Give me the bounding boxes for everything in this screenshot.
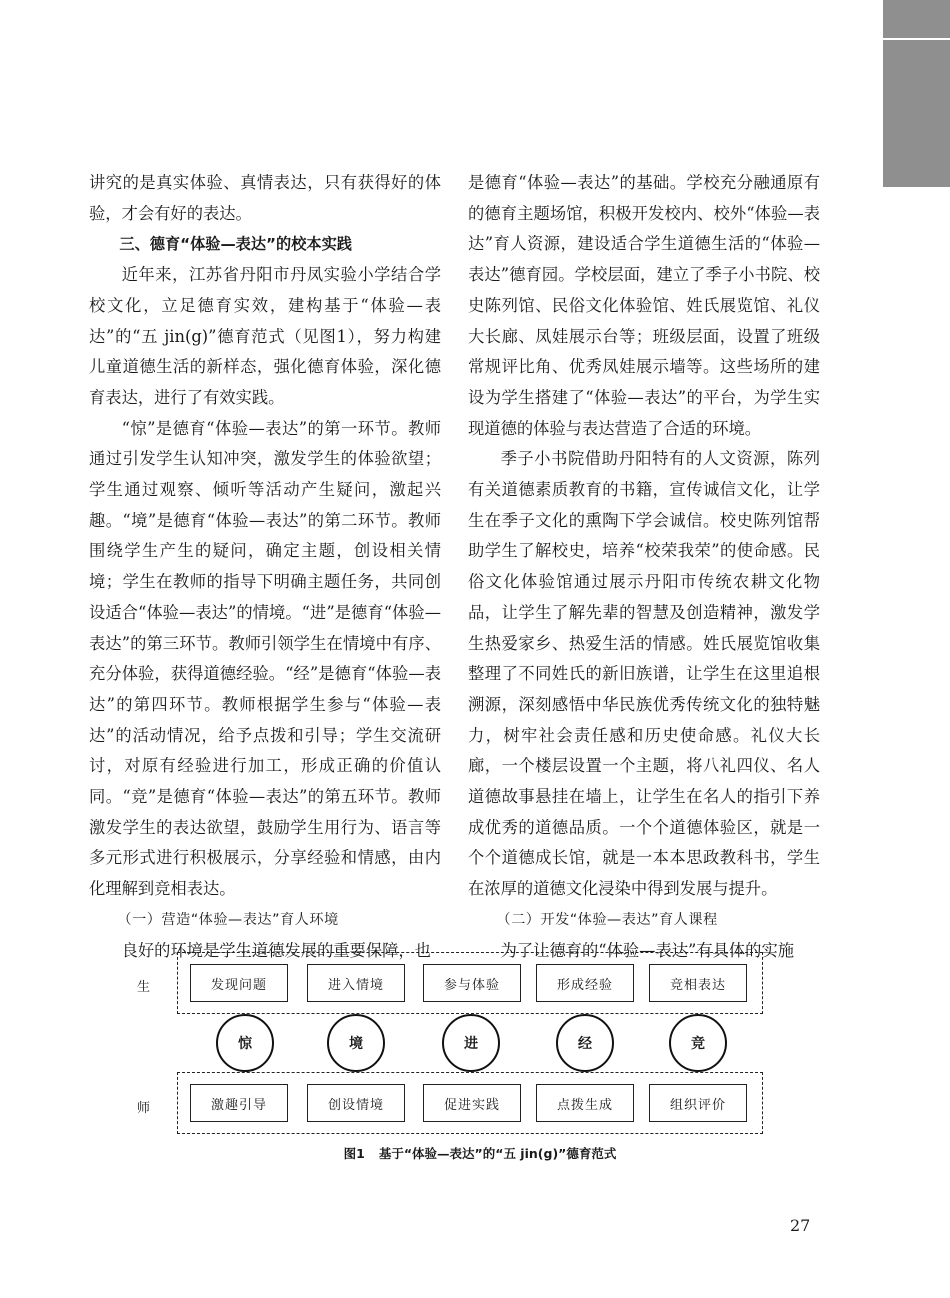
stage-circle: 进 <box>442 1014 500 1072</box>
teacher-step-box: 点拨生成 <box>536 1084 634 1122</box>
teacher-row-label: 师 <box>137 1101 151 1116</box>
student-step-box: 发现问题 <box>190 964 288 1002</box>
paragraph: “惊”是德育“体验—表达”的第一环节。教师通过引发学生认知冲突，激发学生的体验欲望；学生通过观察、倾听等活动产生疑问，激起兴趣。“境”是德育“体验—表达”的第二环节。教师围绕学生产生的疑问，确定主题，创设相关情境；学生在教师的指导下明确主题任务，共同创设适合“体验—表达”的情境。“进”是德育“体验—表达”的第三环节。教师引领学生在情境中有序、充分体验，获得道德经验。“经”是德育“体验—表达”的第四环节。教师根据学生参与“体验—表达”的活动情况，给予点拨和引导；学生交流研讨，对原有经验进行加工，形成正确的价值认同。“竞”是德育“体验—表达”的第五环节。教师激发学生的表达欲望，鼓励学生用行为、语言等多元形式进行积极展示，分享经验和情感，由内化理解到竞相表达。 <box>89 418 441 899</box>
chapter-tab-divider <box>883 38 950 40</box>
section-heading: 三、德育“体验—表达”的校本实践 <box>119 235 352 254</box>
paragraph: 近年来，江苏省丹阳市丹凤实验小学结合学校文化，立足德育实效，建构基于“体验—表达”的“五 jin(g)”德育范式（见图1），努力构建儿童道德生活的新样态，强化德育体验，深化德育表达，进行了有效实践。 <box>89 265 441 407</box>
teacher-step-box: 激趣引导 <box>190 1084 288 1122</box>
page-number: 27 <box>790 1216 811 1235</box>
figure-caption <box>120 1144 840 1162</box>
teacher-step-box: 组织评价 <box>649 1084 747 1122</box>
right-column <box>468 168 820 966</box>
stage-circle: 惊 <box>216 1014 274 1072</box>
student-row-label: 生 <box>137 980 151 995</box>
stage-circle: 竞 <box>669 1014 727 1072</box>
figure-caption-text: 基于“体验—表达”的“五 jin(g)”德育范式 <box>378 1146 617 1161</box>
paragraph: 季子小书院借助丹阳特有的人文资源，陈列有关道德素质教育的书籍，宣传诚信文化，让学生在季子文化的熏陶下学会诚信。校史陈列馆帮助学生了解校史，培养“校荣我荣”的使命感。民俗文化体验馆通过展示丹阳市传统农耕文化物品，让学生了解先辈的智慧及创造精神，激发学生热爱家乡、热爱生活的情感。姓氏展览馆收集整理了不同姓氏的新旧族谱，让学生在这里追根溯源，深刻感悟中华民族优秀传统文化的独特魅力，树牢社会责任感和历史使命感。礼仪大长廊，一个楼层设置一个主题，将八礼四仪、名人道德故事悬挂在墙上，让学生在名人的指引下养成优秀的道德品质。一个个道德体验区，就是一个个道德成长馆，就是一本本思政教科书，学生在浓厚的道德文化浸染中得到发展与提升。 <box>468 449 820 899</box>
stage-circle: 境 <box>327 1014 385 1072</box>
figure-caption-label: 图1 <box>343 1146 365 1161</box>
chapter-tab <box>883 0 950 187</box>
student-step-box: 形成经验 <box>536 964 634 1002</box>
student-step-box: 竞相表达 <box>649 964 747 1002</box>
subsection-heading: （一）营造“体验—表达”育人环境 <box>117 911 339 928</box>
student-step-box: 进入情境 <box>307 964 405 1002</box>
left-column <box>89 168 441 966</box>
teacher-step-box: 促进实践 <box>423 1084 521 1122</box>
paragraph: 良好的环境是学生道德发展的重要保障，也 <box>121 940 431 960</box>
student-step-box: 参与体验 <box>423 964 521 1002</box>
teacher-step-box: 创设情境 <box>307 1084 405 1122</box>
figure-1 <box>120 950 840 1190</box>
paragraph: 是德育“体验—表达”的基础。学校充分融通原有的德育主题场馆，积极开发校内、校外“体验—表达”育人资源，建设适合学生道德生活的“体验—表达”德育园。学校层面，建立了季子小书院、校史陈列馆、民俗文化体验馆、姓氏展览馆、礼仪大长廊、凤娃展示台等；班级层面，设置了班级常规评比角、优秀凤娃展示墙等。这些场所的建设为学生搭建了“体验—表达”的平台，为学生实现道德的体验与表达营造了合适的环境。 <box>468 173 820 438</box>
subsection-heading: （二）开发“体验—表达”育人课程 <box>496 911 718 928</box>
paragraph: 为了让德育的“体验—表达”有具体的实施 <box>500 940 795 960</box>
paragraph: 讲究的是真实体验、真情表达，只有获得好的体验，才会有好的表达。 <box>89 173 441 223</box>
stage-circle: 经 <box>556 1014 614 1072</box>
